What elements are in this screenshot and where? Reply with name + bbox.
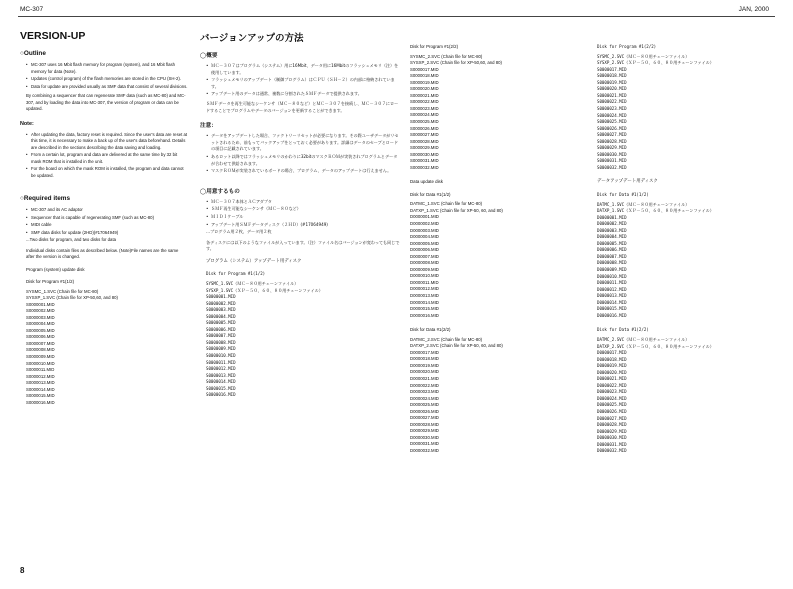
file-entry: S0000005.MID	[206, 320, 236, 326]
file-entry: D0000017.MID	[410, 349, 439, 355]
file-list-jp	[597, 202, 775, 320]
file-list-jp	[206, 281, 400, 399]
file-entry: D0000005.MID	[410, 240, 439, 246]
file-entry: S0000003.MID	[26, 314, 55, 320]
file-entry: S0000013.MID	[26, 380, 55, 386]
file-entry: S0000015.MID	[26, 393, 55, 399]
file-entry: D0000012.MID	[597, 286, 627, 292]
file-entry: D0000022.MID	[410, 382, 439, 388]
file-entry: S0000027.MID	[597, 132, 627, 138]
file-entry: D0000006.MID	[597, 247, 627, 253]
file-entry: S0000012.MID	[206, 366, 236, 372]
file-entry: S0000011.MID	[206, 359, 236, 365]
file-entry: S0000023.MID	[410, 105, 439, 111]
page-title-jp: バージョンアップの方法	[200, 33, 304, 44]
file-entry: S0000013.MID	[206, 372, 236, 378]
file-entry: DATXP_1.SVC (Chain file for XP-50, 60, and 80)	[410, 207, 503, 213]
file-entry: S0000002.MID	[26, 308, 55, 314]
file-entry: S0000021.MID	[597, 92, 627, 98]
file-entry: S0000016.MID	[206, 392, 236, 398]
file-list-jp	[597, 337, 775, 455]
file-entry: D0000013.MID	[597, 293, 627, 299]
required-list-jp	[200, 199, 400, 228]
file-entry: S0000022.MID	[410, 99, 439, 105]
file-entry: S0000018.MID	[410, 73, 439, 79]
list-item: • アップデート用ＳＭＦデータディスク（２ＨＤ）(#17064949)	[206, 222, 400, 229]
file-entry: S0000028.MID	[597, 138, 627, 144]
file-entry: D0000025.MID	[597, 402, 627, 408]
file-entry: S0000011.MID	[26, 367, 55, 373]
file-entry: S0000019.MID	[410, 79, 439, 85]
file-entry: D0000015.MID	[597, 306, 627, 312]
file-entry: DATMC_1.SVC（ＭＣ－８０用チェーンファイル）	[597, 201, 690, 207]
required-heading: ○Required items	[20, 195, 71, 202]
file-entry: D0000023.MID	[410, 389, 439, 395]
file-entry: D0000027.MID	[597, 415, 627, 421]
file-entry: SYSXP_2.SVC（ＸＰ－５０、６０、８０用チェーンファイル）	[597, 60, 714, 66]
outline-heading-jp: ◯概要	[200, 53, 218, 59]
list-item: • あるロット以降ではフラッシュメモリのかわりに32bitのマスクＲＯＭが実装されプログラムとデータが合わせて供給されます。	[206, 154, 400, 167]
file-entry: D0000011.MID	[597, 280, 627, 286]
file-entry: S0000009.MID	[206, 346, 236, 352]
file-entry: S0000002.MID	[206, 300, 236, 306]
file-entry: S0000026.MID	[410, 125, 439, 131]
note-heading-jp: 注意：	[200, 123, 217, 130]
file-entry: S0000017.MID	[410, 66, 439, 72]
disk-label: Disk for Program #1(2/2)	[410, 44, 459, 49]
file-entry: D0000031.MID	[597, 441, 627, 447]
file-entry: D0000016.MID	[597, 312, 627, 318]
contents-paragraph-jp: 各ディスクには以下のようなファイルが入っています。（注）ファイル名はバージョンが変わっても同じです。	[206, 239, 400, 252]
header-rule	[18, 16, 775, 17]
file-list	[410, 337, 588, 455]
file-entry: D0000007.MID	[410, 253, 439, 259]
file-entry: D0000026.MID	[597, 408, 627, 414]
file-entry: S0000023.MID	[597, 105, 627, 111]
file-entry: DATXP_2.SVC（ＸＰ－５０、６０、８０用チェーンファイル）	[597, 343, 714, 349]
column-english-2	[410, 44, 588, 455]
list-item: • フラッシュメモリのアップデート（制御プログラム）はＣＰＵ（ＳＨ－２）の内部に格納されています。	[206, 77, 400, 90]
file-list	[26, 289, 188, 407]
file-entry: S0000029.MID	[597, 145, 627, 151]
file-entry: S0000026.MID	[597, 125, 627, 131]
file-entry: S0000022.MID	[597, 99, 627, 105]
file-entry: S0000025.MID	[410, 118, 439, 124]
file-entry: D0000025.MID	[410, 402, 439, 408]
data-disk-label: Data update disk	[410, 179, 443, 185]
file-entry: SYSXP_1.SVC（ＸＰ－５０、６０、８０用チェーンファイル）	[206, 287, 323, 293]
file-entry: D0000008.MID	[410, 260, 439, 266]
file-entry: D0000020.MID	[410, 369, 439, 375]
required-heading-jp: ◯用意するもの	[200, 188, 240, 195]
file-entry: DATMC_2.SVC (Chain file for MC-80)	[410, 336, 483, 342]
file-entry: D0000022.MID	[597, 382, 627, 388]
file-entry: D0000014.MID	[410, 299, 439, 305]
file-entry: D0000028.MID	[597, 422, 627, 428]
note-list-jp	[200, 133, 400, 175]
file-entry: SYSMC_2.SVC（ＭＣ－８０用チェーンファイル）	[597, 53, 690, 59]
file-entry: D0000024.MID	[597, 395, 627, 401]
page-number: 8	[20, 566, 25, 575]
list-item: • ＳＭＦ再生可能なシーケンサ（ＭＣ－８０など）	[206, 206, 400, 213]
contents-paragraph: Individual disks contain files as described below. (Note)File names are the same after the version is changed.	[26, 247, 179, 259]
file-entry: D0000031.MID	[410, 441, 439, 447]
list-item: • SMF data disks for update (2HD)(#17064949)	[26, 230, 188, 237]
file-entry: DATXP_1.SVC（ＸＰ－５０、６０、８０用チェーンファイル）	[597, 208, 714, 214]
list-item: • From a certain lot, program and data are delivered at the same time by 32 bit mask ROM that is installed in the unit.	[26, 152, 188, 165]
file-entry: D0000032.MID	[410, 447, 439, 453]
disk-label-jp: Disk for Data #1(1/2)	[597, 191, 649, 197]
file-entry: D0000026.MID	[410, 408, 439, 414]
file-entry: S0000018.MID	[597, 73, 627, 79]
list-item: • MC-307 uses 16 Mbit flash memory for program (system), and 16 Mbit flash memory for data (Note).	[26, 62, 188, 75]
file-entry: D0000017.MID	[597, 350, 627, 356]
file-entry: D0000016.MID	[410, 312, 439, 318]
file-entry: S0000021.MID	[410, 92, 439, 98]
file-entry: S0000008.MID	[206, 339, 236, 345]
list-item: • マスクＲＯＭが実装されているボードの場合、プログラム、データのアップデートは行えません。	[206, 168, 400, 175]
file-entry: DATXP_2.SVC (Chain file for XP-50, 60, and 80)	[410, 343, 503, 349]
file-entry: S0000010.MID	[26, 360, 55, 366]
file-entry: S0000024.MID	[597, 112, 627, 118]
disk-label: Disk for Data #1(2/2)	[410, 327, 451, 333]
file-entry: S0000032.MID	[410, 164, 439, 170]
disk-label: Disk for Data #1(1/2)	[410, 191, 451, 197]
list-item: • MC-307 and its AC adaptor	[26, 207, 188, 214]
file-entry: S0000031.MID	[597, 158, 627, 164]
outline-paragraph-jp: ＳＭＦデータを再生可能なシーケンサ（ＭＣ－８０など）とＭＣ－３０７を接続し、ＭＣ－３０７にロードすることでプログラムやデータのバージョンを更新することができます。	[206, 100, 399, 113]
list-item: • MIDI cable	[26, 222, 188, 229]
file-entry: S0000007.MID	[26, 340, 55, 346]
file-entry: S0000012.MID	[26, 373, 55, 379]
file-entry: D0000023.MID	[597, 389, 627, 395]
file-entry: D0000012.MID	[410, 286, 439, 292]
file-entry: D0000008.MID	[597, 260, 627, 266]
note-list	[20, 132, 188, 180]
file-entry: D0000021.MID	[597, 376, 627, 382]
file-entry: S0000030.MID	[597, 151, 627, 157]
file-entry: D0000010.MID	[597, 273, 627, 279]
disk-label-jp: Disk for Program #1(2/2)	[597, 44, 657, 49]
file-entry: D0000027.MID	[410, 415, 439, 421]
file-entry: S0000020.MID	[410, 86, 439, 92]
file-entry: D0000019.MID	[410, 362, 439, 368]
file-entry: SYSMC_1.SVC (Chain file for MC-80)	[26, 288, 99, 294]
file-entry: D0000001.MID	[597, 214, 627, 220]
outline-heading: ○Outline	[20, 50, 46, 57]
file-entry: S0000004.MID	[206, 313, 236, 319]
file-entry: S0000004.MID	[26, 321, 55, 327]
column-english-1	[20, 30, 188, 406]
file-entry: D0000002.MID	[597, 221, 627, 227]
list-item: • ＭＩＤＩケーブル	[206, 214, 400, 221]
list-item: • Updates (control program) of the flash memories are stored in the CPU (SH-2).	[26, 76, 188, 83]
file-entry: D0000018.MID	[597, 356, 627, 362]
file-entry: S0000006.MID	[206, 326, 236, 332]
file-entry: S0000001.MID	[206, 294, 236, 300]
list-item: • Sequencer that is capable of regenerating SMF (such as MC-80)	[26, 215, 188, 222]
list-item: • For the board on which the mask ROM is installed, the program and data cannot be updated.	[26, 166, 188, 179]
page-title: VERSION-UP	[20, 30, 86, 42]
header-model: MC-307	[20, 6, 44, 13]
note-heading: Note:	[20, 120, 34, 127]
file-entry: D0000002.MID	[410, 220, 439, 226]
disk-label: Disk for Program #1(1/2)	[26, 279, 75, 284]
file-entry: S0000019.MID	[597, 79, 627, 85]
file-entry: SYSMC_2.SVC (Chain file for MC-80)	[410, 53, 483, 59]
program-disk-label-jp: プログラム（システム）アップデート用ディスク	[206, 258, 302, 264]
file-entry: S0000025.MID	[597, 119, 627, 125]
file-entry: S0000015.MID	[206, 385, 236, 391]
list-item: • アップデート用のデータは通常、複数に分割されたＳＭＦデータで提供されます。	[206, 91, 400, 98]
file-entry: D0000013.MID	[410, 293, 439, 298]
file-entry: S0000008.MID	[26, 347, 55, 353]
file-entry: S0000003.MID	[206, 307, 236, 313]
file-entry: D0000024.MID	[410, 395, 439, 401]
file-entry: D0000018.MID	[410, 356, 439, 362]
list-item: • ＭＣ－３０７はプログラム（システム）用に16Mbit、データ用に16Mbitのフラッシュメモリ（注）を使用しています。	[206, 63, 400, 76]
file-entry: S0000009.MID	[26, 353, 55, 359]
file-entry: S0000029.MID	[410, 145, 439, 151]
required-sub: ...Two disks for program, and two disks for data	[26, 237, 117, 242]
list-item: • After updating the data, factory reset is required. Since the user's data are reset at this time, it is necessary to make a back up of the user's data beforehand. Details are described in the sections describing the data saving and loading.	[26, 132, 188, 152]
disk-label-jp: Disk for Program #1(1/2)	[206, 271, 266, 277]
file-entry: D0000004.MID	[597, 234, 627, 240]
file-entry: D0000028.MID	[410, 421, 439, 427]
file-entry: D0000009.MID	[597, 267, 627, 272]
file-entry: D0000010.MID	[410, 273, 439, 279]
file-entry: S0000006.MID	[26, 334, 55, 340]
file-entry: D0000029.MID	[597, 428, 627, 434]
file-entry: S0000005.MID	[26, 327, 55, 333]
file-list	[410, 201, 588, 319]
file-entry: S0000014.MID	[206, 379, 236, 385]
file-entry: S0000031.MID	[410, 158, 439, 164]
file-entry: SYSXP_1.SVC (Chain file for XP-50,60, and 80)	[26, 295, 118, 301]
file-entry: D0000007.MID	[597, 253, 627, 259]
file-entry: S0000001.MID	[26, 301, 55, 307]
file-entry: S0000017.MID	[597, 66, 627, 72]
file-entry: D0000029.MID	[410, 428, 439, 434]
file-entry: S0000030.MID	[410, 151, 439, 157]
file-entry: S0000010.MID	[206, 352, 236, 358]
file-entry: SYSMC_1.SVC（ＭＣ－８０用チェーンファイル）	[206, 280, 299, 286]
file-entry: D0000003.MID	[410, 227, 439, 233]
file-list-jp	[597, 54, 775, 172]
file-entry: S0000028.MID	[410, 138, 439, 144]
file-entry: D0000021.MID	[410, 375, 439, 381]
column-japanese-1	[200, 30, 400, 399]
file-entry: DATMC_2.SVC（ＭＣ－８０用チェーンファイル）	[597, 336, 690, 342]
file-list	[410, 54, 588, 172]
file-entry: D0000032.MID	[597, 448, 627, 454]
file-entry: D0000006.MID	[410, 247, 439, 253]
list-item: • Data for update are provided usually as SMF data that consist of several divisions.	[26, 84, 188, 91]
file-entry: D0000004.MID	[410, 234, 439, 240]
file-entry: D0000019.MID	[597, 363, 627, 369]
file-entry: S0000032.MID	[597, 164, 627, 170]
outline-list-jp	[200, 63, 400, 98]
column-japanese-2	[597, 44, 775, 455]
file-entry: D0000011.MID	[410, 279, 439, 285]
outline-paragraph: By combining a sequencer that can regenerate SMF data (such as MC-80) and MC-307, and by loading the data into MC-307, the version of program or data can be updated.	[26, 93, 186, 111]
file-entry: S0000014.MID	[26, 386, 55, 392]
file-entry: S0000007.MID	[206, 333, 236, 339]
program-disk-label: Program (system) update disk	[26, 266, 85, 272]
data-disk-label-jp: データアップデート用ディスク	[597, 179, 658, 185]
file-entry: S0000016.MID	[26, 399, 55, 405]
file-entry: D0000005.MID	[597, 240, 627, 246]
list-item: • データをアップデートした場合、ファクトリーリセットが必要になります。その際ユーザデータがリセットされるため、前もってバックアップをとっておく必要があります。詳細はデータのセーブとロードの項目に記載されています。	[206, 133, 400, 153]
file-entry: SYSXP_2.SVC (Chain file for XP-50,60, and 80)	[410, 60, 502, 66]
file-entry: D0000015.MID	[410, 306, 439, 312]
required-sub-jp: …プログラム用２枚、データ用２枚	[206, 229, 272, 235]
file-entry: D0000020.MID	[597, 369, 627, 375]
disk-label-jp: Disk for Data #1(2/2)	[597, 327, 649, 333]
file-entry: D0000014.MID	[597, 299, 627, 305]
file-entry: DATMC_1.SVC (Chain file for MC-80)	[410, 201, 483, 207]
file-entry: D0000030.MID	[410, 434, 439, 440]
file-entry: D0000030.MID	[597, 435, 627, 441]
outline-list	[20, 62, 188, 90]
header-date: JAN, 2000	[738, 6, 769, 13]
file-entry: S0000024.MID	[410, 112, 439, 118]
list-item: • ＭＣ－３０７本体とＡＣアダプタ	[206, 199, 400, 206]
file-entry: S0000020.MID	[597, 86, 627, 92]
file-entry: D0000001.MID	[410, 214, 439, 220]
required-list	[20, 207, 188, 236]
file-entry: S0000027.MID	[410, 132, 439, 138]
file-entry: D0000003.MID	[597, 227, 627, 233]
file-entry: D0000009.MID	[410, 266, 439, 272]
